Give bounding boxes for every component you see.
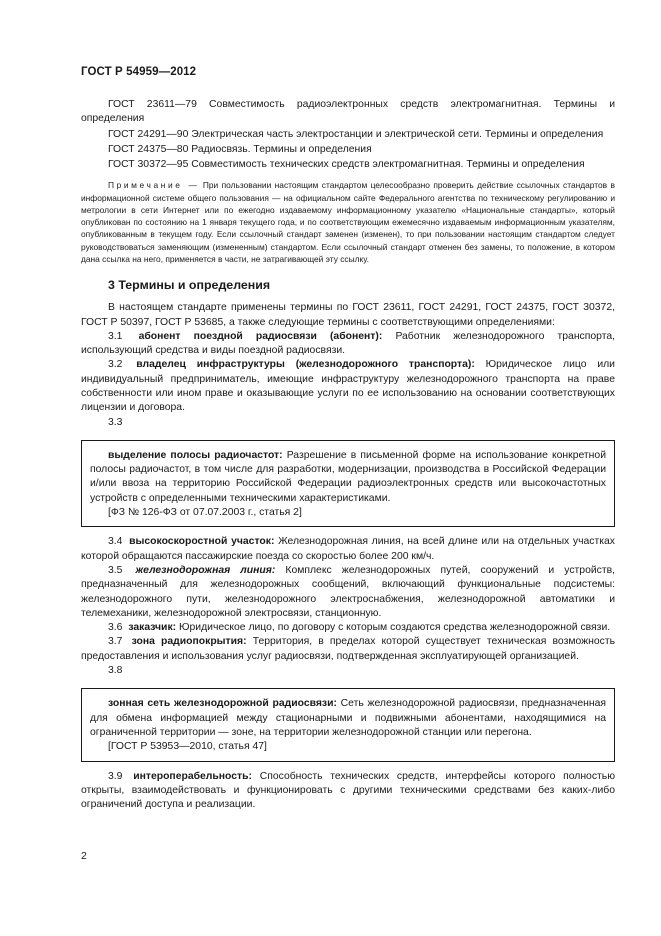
term-definition: Способность технических средств, интерфейсы которого полностью открыты, взаимодействовать и функционировать с другими техническими средствами без каких-либо ограничений доступа и реализации. <box>81 770 615 811</box>
references-list <box>81 98 615 172</box>
term-source: [ФЗ № 126-ФЗ от 07.07.2003 г., статья 2] <box>108 507 302 519</box>
term-3-3-box <box>81 440 615 527</box>
term-3-4 <box>81 535 615 564</box>
term-name: выделение полосы радиочастот: <box>108 449 283 461</box>
term-3-2 <box>81 358 615 415</box>
reference-item <box>81 128 615 142</box>
reference-code: ГОСТ 30372—95 <box>108 159 189 171</box>
term-definition: Железнодорожная линия, на всей длине или на отдельных участках которой обращаются пассажирские поезда со скоростью более 200 км/ч. <box>81 536 616 562</box>
term-name: абонент поездной радиосвязи (абонент): <box>138 330 383 342</box>
reference-code: ГОСТ 23611—79 <box>108 99 197 110</box>
term-definition: Территория, в пределах которой существует техническая возможность предоставления и использования услуг радиосвязи, подтвержденная эксплуатирующей организацией. <box>81 636 615 662</box>
term-number: 3.1 <box>108 330 123 342</box>
note-paragraph <box>81 179 615 264</box>
reference-text: Совместимость радиоэлектронных средств электромагнитная. Термины и определения <box>81 99 616 125</box>
term-number: 3.5 <box>108 564 123 576</box>
page-content <box>81 98 615 812</box>
reference-text: Радиосвязь. Термины и определения <box>191 143 372 155</box>
term-definition: Работник железнодорожного транспорта, использующий средства и виды поездной радиосвязи. <box>81 330 616 357</box>
term-3-5 <box>81 564 615 621</box>
term-number: 3.4 <box>108 536 123 548</box>
term-3-1 <box>81 330 615 359</box>
note-text: При пользовании настоящим стандартом целесообразно проверить действие ссылочных стандартов в информационной системе общего пользования — на официальном сайте Федерального агентства по техническому регулированию и метрологии в сети Интернет или по ежегодно издаваемому информационному указателю «Национальные стандарты», который опубликован по состоянию на 1 января текущего года, и по соответствующим ежемесячно издаваемым информационным указателям, опубликованным в текущем году. Если ссылочный стандарт заменен (изменен), то при пользовании настоящим стандартом следует руководствоваться заменяющим (измененным) стандартом. Если ссылочный стандарт отменен без замены, то положение, в котором дана ссылка на него, применяется в части, не затрагивающей эту ссылку. <box>81 180 615 264</box>
section-title: 3 Термины и определения <box>108 277 271 292</box>
term-3-8-number: 3.8 <box>108 665 123 677</box>
reference-item <box>81 143 615 157</box>
reference-text: Электрическая часть электростанции и электрической сети. Термины и определения <box>191 128 604 140</box>
term-definition: Комплекс железнодорожных путей, сооружений и устройств, предназначенный для железнодорожных сообщений, включающий функциональные подсистемы: железнодорожного пути, железнодорожного электроснабжения, железнодорожной автоматики и телемеханики, железнодорожной электросвязи, станционную. <box>81 564 616 619</box>
term-name: зонная сеть железнодорожной радиосвязи: <box>108 698 337 710</box>
note-label: Примечание — <box>108 180 200 191</box>
term-name: железнодорожная линия: <box>135 564 276 576</box>
term-definition: Юридическое лицо, по договору с которым создаются средства железнодорожной связи. <box>179 622 611 634</box>
term-number: 3.6 <box>108 622 123 634</box>
term-definition: Разрешение в письменной форме на использование конкретной полосы радиочастот, в том числе для разработки, модернизации, производства в Российской Федерации и/или ввоза на территорию Российской Федерации радиоэлектронных средств или высокочастотных устройств с определенными техническими характеристиками. <box>90 449 606 504</box>
term-3-6 <box>81 621 615 635</box>
reference-item <box>81 98 615 127</box>
section-intro: В настоящем стандарте применены термины по ГОСТ 23611, ГОСТ 24291, ГОСТ 24375, ГОСТ 30372, ГОСТ Р 50397, ГОСТ Р 53685, а также следующие термины с соответствующими определениями: <box>81 302 615 328</box>
term-3-9 <box>81 770 615 813</box>
term-definition: Юридическое лицо или индивидуальный предприниматель, имеющие инфраструктуру железнодорожного транспорта на праве собственности или ином праве и оказывающие услуги по ее использованию на основании соответствующих лицензии и договора. <box>81 359 615 414</box>
term-name: высокоскоростной участок: <box>129 536 275 548</box>
term-definition: Сеть железнодорожной радиосвязи, предназначенная для обмена информацией между стационарными и подвижными абонентами, находящимися на ограниченной территории — зоне, на территории железнодорожной станции или перегона. <box>90 698 606 738</box>
term-source: [ГОСТ Р 53953—2010, статья 47] <box>108 741 267 753</box>
page-number: 2 <box>81 851 87 862</box>
term-name: зона радиопокрытия: <box>131 636 247 648</box>
term-3-8-box <box>81 688 615 761</box>
term-name: владелец инфраструктуры (железнодорожного транспорта): <box>136 359 475 371</box>
reference-code: ГОСТ 24291—90 <box>108 128 189 140</box>
term-number: 3.7 <box>108 636 123 648</box>
term-number: 3.9 <box>108 770 123 782</box>
term-3-3 <box>90 449 606 506</box>
term-3-3-number: 3.3 <box>108 416 123 428</box>
reference-text: Совместимость технических средств электромагнитная. Термины и определения <box>191 159 585 171</box>
reference-code: ГОСТ 24375—80 <box>108 143 189 155</box>
term-3-7 <box>81 635 615 664</box>
term-3-8 <box>90 697 606 740</box>
page-header-title: ГОСТ Р 54959—2012 <box>81 66 197 78</box>
term-name: заказчик: <box>128 622 177 634</box>
term-name: интероперабельность: <box>133 770 252 782</box>
reference-item <box>81 158 615 172</box>
term-number: 3.2 <box>108 359 123 371</box>
